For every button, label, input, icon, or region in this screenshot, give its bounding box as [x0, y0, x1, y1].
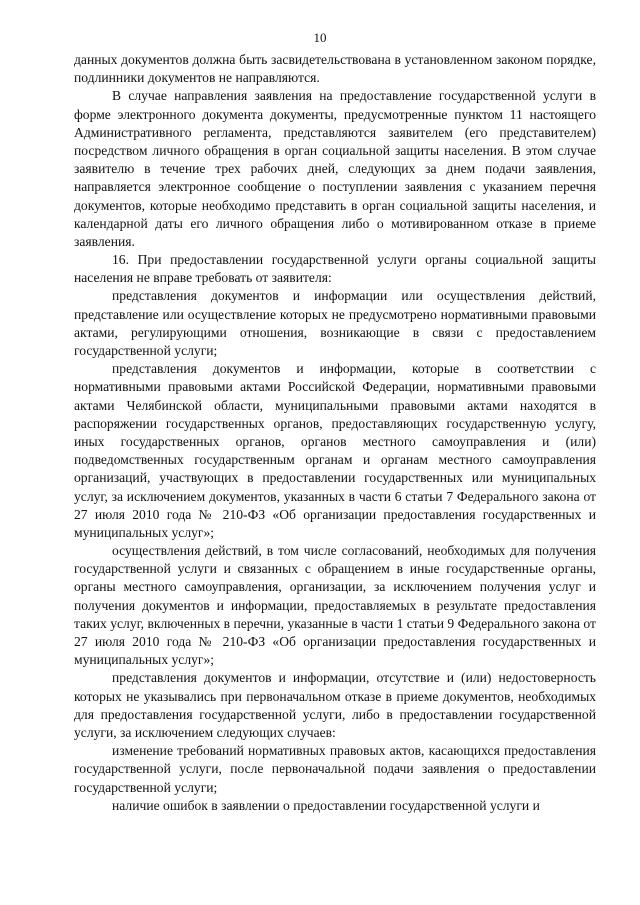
paragraph-case-errors: наличие ошибок в заявлении о предоставлении государственной услуги и	[112, 797, 540, 813]
paragraph-clause-16: 16. При предоставлении государственной услуги органы социальной защиты населения не вправе требовать от заявителя:	[74, 252, 596, 286]
document-body	[74, 51, 596, 815]
paragraph-item-approvals: осуществления действий, в том числе согласований, необходимых для получения государственной услуги и связанных с обращением в иные государственные органы, органы местного самоуправления, организации, за исключением получения услуг и получения документов и информации, предоставляемых в результате предоставления таких услуг, включенных в перечни, указанные в части 1 статьи 9 Федерального закона от 27 июля 2010 года № 210-ФЗ «Об организации предоставления государственных и муниципальных услуг»;	[74, 543, 596, 668]
paragraph-case-law-change: изменение требований нормативных правовых актов, касающихся предоставления государственной услуги, после первоначальной подачи заявления о предоставлении государственной услуги;	[74, 743, 596, 795]
paragraph-continuation: данных документов должна быть засвидетельствована в установленном законом порядке, подлинники документов не направляются.	[74, 52, 596, 86]
paragraph-electronic-application: В случае направления заявления на предоставление государственной услуги в форме электронного документа документы, предусмотренные пунктом 11 настоящего Административного регламента, представляются заявителем (его представителем) посредством личного обращения в орган социальной защиты населения. В этом случае заявителю в течение трех рабочих дней, следующих за днем подачи заявления, направляется электронное сообщение о поступлении заявления с указанием перечня документов, которые необходимо представить в орган социальной защиты населения, и календарной даты его личного обращения либо о мотивированном отказе в приеме заявления.	[74, 88, 596, 249]
paragraph-item-documents-in-possession: представления документов и информации, которые в соответствии с нормативными правовыми актами Российской Федерации, нормативными правовыми актами Челябинской области, муниципальными правовыми актами находятся в распоряжении государственных органов, предоставляющих государственную услугу, иных государственных органов, органов местного самоуправления и (или) подведомственных государственным органам и органам местного самоуправления организаций, участвующих в предоставлении государственных или муниципальных услуг, за исключением документов, указанных в части 6 статьи 7 Федерального закона от 27 июля 2010 года № 210-ФЗ «Об организации предоставления государственных и муниципальных услуг»;	[74, 361, 596, 540]
paragraph-item-missing-documents: представления документов и информации, отсутствие и (или) недостоверность которых не указывались при первоначальном отказе в приеме документов, необходимых для предоставления государственной услуги, либо в предоставлении государственной услуги, за исключением следующих случаев:	[74, 670, 596, 740]
page-number: 10	[313, 30, 327, 45]
paragraph-item-documents-actions: представления документов и информации или осуществления действий, представление или осуществление которых не предусмотрено нормативными правовыми актами, регулирующими отношения, возникающие в связи с предоставлением государственной услуги;	[74, 288, 596, 358]
